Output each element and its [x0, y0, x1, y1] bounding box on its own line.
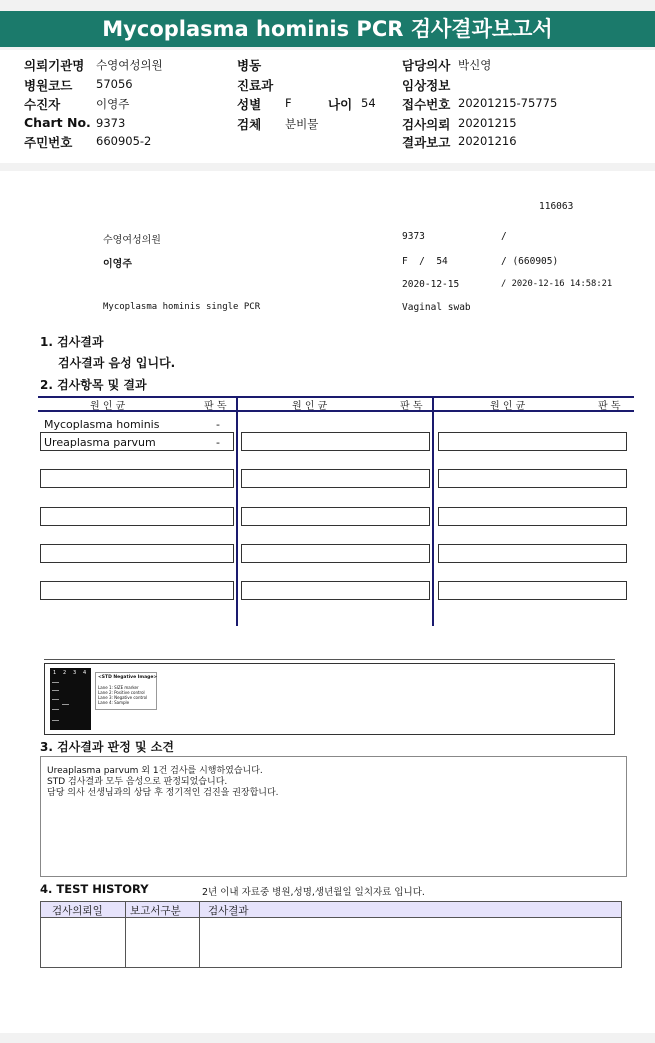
- doctor-value: 박신영: [458, 58, 492, 72]
- report-reported: / 2020-12-16 14:58:21: [501, 279, 613, 289]
- hospital-code-label: 병원코드: [24, 78, 73, 93]
- col-judgement-3: 판 독: [598, 401, 621, 412]
- age-value: 54: [361, 96, 376, 110]
- patient-label: 수진자: [24, 97, 61, 112]
- col-organism-2: 원 인 균: [292, 401, 328, 412]
- result-cell: [40, 581, 234, 600]
- rrn-value: 660905-2: [96, 134, 152, 148]
- age-label: 나이: [328, 97, 353, 112]
- history-col-date: 검사의뢰일: [52, 905, 103, 917]
- chart-no-label: Chart No.: [24, 115, 91, 130]
- history-left-border: [40, 901, 41, 968]
- result-cell: [241, 581, 430, 600]
- organism-result: -: [216, 436, 220, 449]
- report-patient: 이영주: [103, 259, 132, 270]
- report-page: [0, 171, 655, 1033]
- result-cell: [40, 469, 234, 488]
- report-received: 2020-12-15: [402, 279, 460, 290]
- section-3-title: 3. 검사결과 판정 및 소견: [40, 740, 174, 754]
- organism-result: -: [216, 418, 220, 431]
- table-top-line: [38, 396, 634, 398]
- specimen-value: 분비물: [285, 117, 319, 131]
- clinical-info-label: 임상정보: [402, 78, 451, 93]
- result-cell: [40, 544, 234, 563]
- gel-lane-1: 1: [53, 670, 57, 676]
- patient-value: 이영주: [96, 97, 130, 111]
- report-code: 116063: [539, 201, 574, 212]
- history-col-result: 검사결과: [208, 905, 249, 917]
- rrn-label: 주민번호: [24, 135, 73, 150]
- gel-legend-line: Lane 3: Negative control: [98, 695, 148, 700]
- specimen-label: 검체: [237, 117, 262, 132]
- result-cell: [438, 507, 627, 526]
- result-cell: [241, 432, 430, 451]
- report-date-label: 결과보고: [402, 135, 451, 150]
- opinion-line: STD 검사결과 모두 음성으로 판정되었습니다.: [47, 777, 228, 787]
- history-note: 2년 이내 자료중 병원,성명,생년월일 일치자료 입니다.: [202, 887, 425, 898]
- col-organism-3: 원 인 균: [490, 401, 526, 412]
- history-right-border: [621, 901, 622, 968]
- request-date-value: 20201215: [458, 116, 517, 130]
- col-organism-1: 원 인 균: [90, 401, 126, 412]
- accession-label: 접수번호: [402, 97, 451, 112]
- hospital-code-value: 57056: [96, 77, 133, 91]
- table-header-line: [38, 410, 634, 412]
- history-col-type: 보고서구분: [130, 905, 181, 917]
- gel-band: [52, 709, 59, 710]
- hospital-label: 의뢰기관명: [24, 58, 85, 73]
- gel-lane-4: 4: [83, 670, 87, 676]
- history-header: [40, 901, 622, 918]
- table-divider-1: [236, 396, 238, 626]
- gel-legend: [95, 672, 157, 710]
- gel-band: [52, 682, 59, 683]
- result-cell: [241, 544, 430, 563]
- result-cell: [241, 469, 430, 488]
- gel-band: [62, 704, 69, 705]
- sex-label: 성별: [237, 97, 262, 112]
- report-specimen: Vaginal swab: [402, 302, 471, 313]
- result-cell: [438, 432, 627, 451]
- gel-lane-2: 2: [63, 670, 67, 676]
- report-title: Mycoplasma hominis PCR 검사결과보고서: [0, 11, 655, 47]
- opinion-line: Ureaplasma parvum 외 1건 검사를 시행하였습니다.: [47, 766, 263, 776]
- gel-band: [52, 690, 59, 691]
- report-date-value: 20201216: [458, 134, 517, 148]
- col-judgement-1: 판 독: [204, 401, 227, 412]
- result-summary: 검사결과 음성 입니다.: [58, 356, 176, 370]
- gel-legend-title: <STD Negative Image>: [98, 675, 158, 680]
- gel-lane-3: 3: [73, 670, 77, 676]
- result-cell: [438, 581, 627, 600]
- chart-no-value: 9373: [96, 116, 126, 130]
- result-cell: [438, 544, 627, 563]
- result-cell: [40, 507, 234, 526]
- opinion-line: 담당 의사 선생님과의 상담 후 정기적인 검진을 권장합니다.: [47, 788, 279, 798]
- report-sex-age: F / 54: [402, 256, 448, 267]
- report-rrn: / (660905): [501, 256, 559, 267]
- table-divider-2: [432, 396, 434, 626]
- organism-name: Mycoplasma hominis: [44, 418, 160, 431]
- section-1-title: 1. 검사결과: [40, 335, 104, 349]
- hospital-value: 수영여성의원: [96, 58, 163, 72]
- col-judgement-2: 판 독: [400, 401, 423, 412]
- gel-legend-line: Lane 4: Sample: [98, 700, 130, 705]
- section-2-title: 2. 검사항목 및 결과: [40, 378, 147, 392]
- ward-label: 병동: [237, 58, 262, 73]
- gel-legend-line: Lane 1: SIZE marker: [98, 685, 139, 690]
- gel-image: [50, 668, 91, 730]
- request-date-label: 검사의뢰: [402, 117, 451, 132]
- gel-band: [52, 720, 59, 721]
- history-divider: [199, 901, 200, 968]
- result-cell: [438, 469, 627, 488]
- sex-value: F: [285, 96, 292, 110]
- gel-band: [52, 699, 59, 700]
- section-4-title: 4. TEST HISTORY: [40, 882, 149, 896]
- report-test-name: Mycoplasma hominis single PCR: [103, 302, 261, 312]
- gel-legend-line: Lane 2: Positive control: [98, 690, 145, 695]
- department-label: 진료과: [237, 78, 274, 93]
- result-cell: [241, 507, 430, 526]
- report-chart: 9373: [402, 231, 425, 242]
- gel-panel-top-line: [44, 659, 615, 660]
- report-slash: /: [501, 231, 507, 242]
- organism-name: Ureaplasma parvum: [44, 436, 156, 449]
- doctor-label: 담당의사: [402, 58, 451, 73]
- accession-value: 20201215-75775: [458, 96, 558, 110]
- history-bottom-border: [40, 967, 622, 968]
- history-divider: [125, 901, 126, 968]
- opinion-box: [40, 756, 627, 877]
- patient-header: [0, 50, 655, 163]
- report-hospital: 수영여성의원: [103, 235, 161, 246]
